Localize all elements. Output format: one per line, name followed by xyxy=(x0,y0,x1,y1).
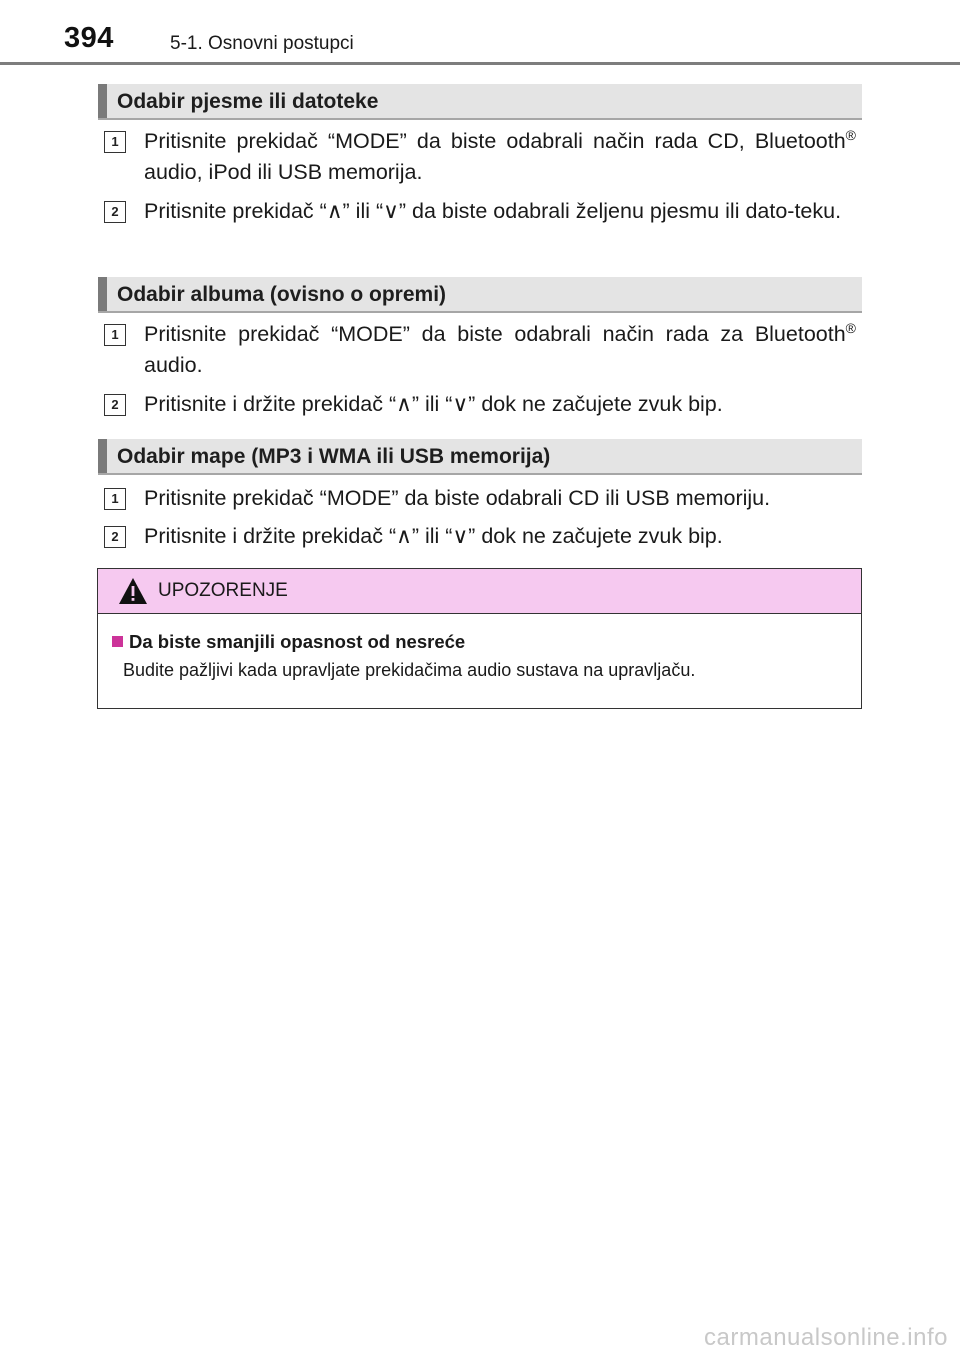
heading-bar xyxy=(98,277,107,311)
step-song-2 xyxy=(104,196,856,227)
step-text-part: audio, iPod ili USB memorija. xyxy=(144,160,423,184)
warning-body xyxy=(98,614,861,682)
step-text-part: Pritisnite prekidač “MODE” da biste odabrali način rada CD, Bluetooth xyxy=(144,129,846,153)
step-album-1 xyxy=(104,319,856,381)
step-text: Pritisnite prekidač “∧” ili “∨” da biste odabrali željenu pjesmu ili dato-teku. xyxy=(144,199,842,223)
step-text: Pritisnite i držite prekidač “∧” ili “∨” dok ne začujete zvuk bip. xyxy=(144,524,723,548)
step-folder-1 xyxy=(104,483,856,514)
header-rule xyxy=(0,62,960,65)
step-text xyxy=(144,319,856,381)
step-number: 1 xyxy=(104,324,126,346)
warning-title: UPOZORENJE xyxy=(158,580,288,601)
section-heading-album xyxy=(98,277,862,313)
step-folder-2 xyxy=(104,521,856,552)
page-header xyxy=(0,0,960,64)
step-number: 2 xyxy=(104,201,126,223)
chapter-title: 5-1. Osnovni postupci xyxy=(170,33,354,54)
section-heading-text: Odabir albuma (ovisno o opremi) xyxy=(117,283,447,306)
heading-bar xyxy=(98,84,107,118)
step-song-1 xyxy=(104,126,856,188)
step-number: 1 xyxy=(104,131,126,153)
watermark: carmanualsonline.info xyxy=(704,1324,948,1351)
warning-subhead xyxy=(112,630,861,654)
step-number: 1 xyxy=(104,488,126,510)
square-bullet-icon xyxy=(112,636,123,647)
section-heading-text: Odabir pjesme ili datoteke xyxy=(117,90,379,113)
page-number: 394 xyxy=(64,22,114,54)
step-number: 2 xyxy=(104,394,126,416)
warning-text: Budite pažljivi kada upravljate prekidačima audio sustava na upravljaču. xyxy=(123,660,696,680)
section-heading-text: Odabir mape (MP3 i WMA ili USB memorija) xyxy=(117,445,551,468)
step-text-part: Pritisnite prekidač “MODE” da biste odabrali način rada za Bluetooth xyxy=(144,322,846,346)
heading-bar xyxy=(98,439,107,473)
step-text: Pritisnite prekidač “MODE” da biste odabrali CD ili USB memoriju. xyxy=(144,486,771,510)
step-number: 2 xyxy=(104,526,126,548)
step-text: Pritisnite i držite prekidač “∧” ili “∨” dok ne začujete zvuk bip. xyxy=(144,392,723,416)
step-text-part: audio. xyxy=(144,353,203,377)
warning-header xyxy=(98,569,861,614)
warning-subhead-text: Da biste smanjili opasnost od nesreće xyxy=(129,631,466,652)
step-album-2 xyxy=(104,389,856,420)
warning-triangle-icon xyxy=(118,577,148,610)
step-text xyxy=(144,126,856,188)
registered-mark: ® xyxy=(845,127,856,143)
section-heading-song xyxy=(98,84,862,120)
warning-box xyxy=(97,568,862,709)
registered-mark: ® xyxy=(845,320,856,336)
section-heading-folder xyxy=(98,439,862,475)
